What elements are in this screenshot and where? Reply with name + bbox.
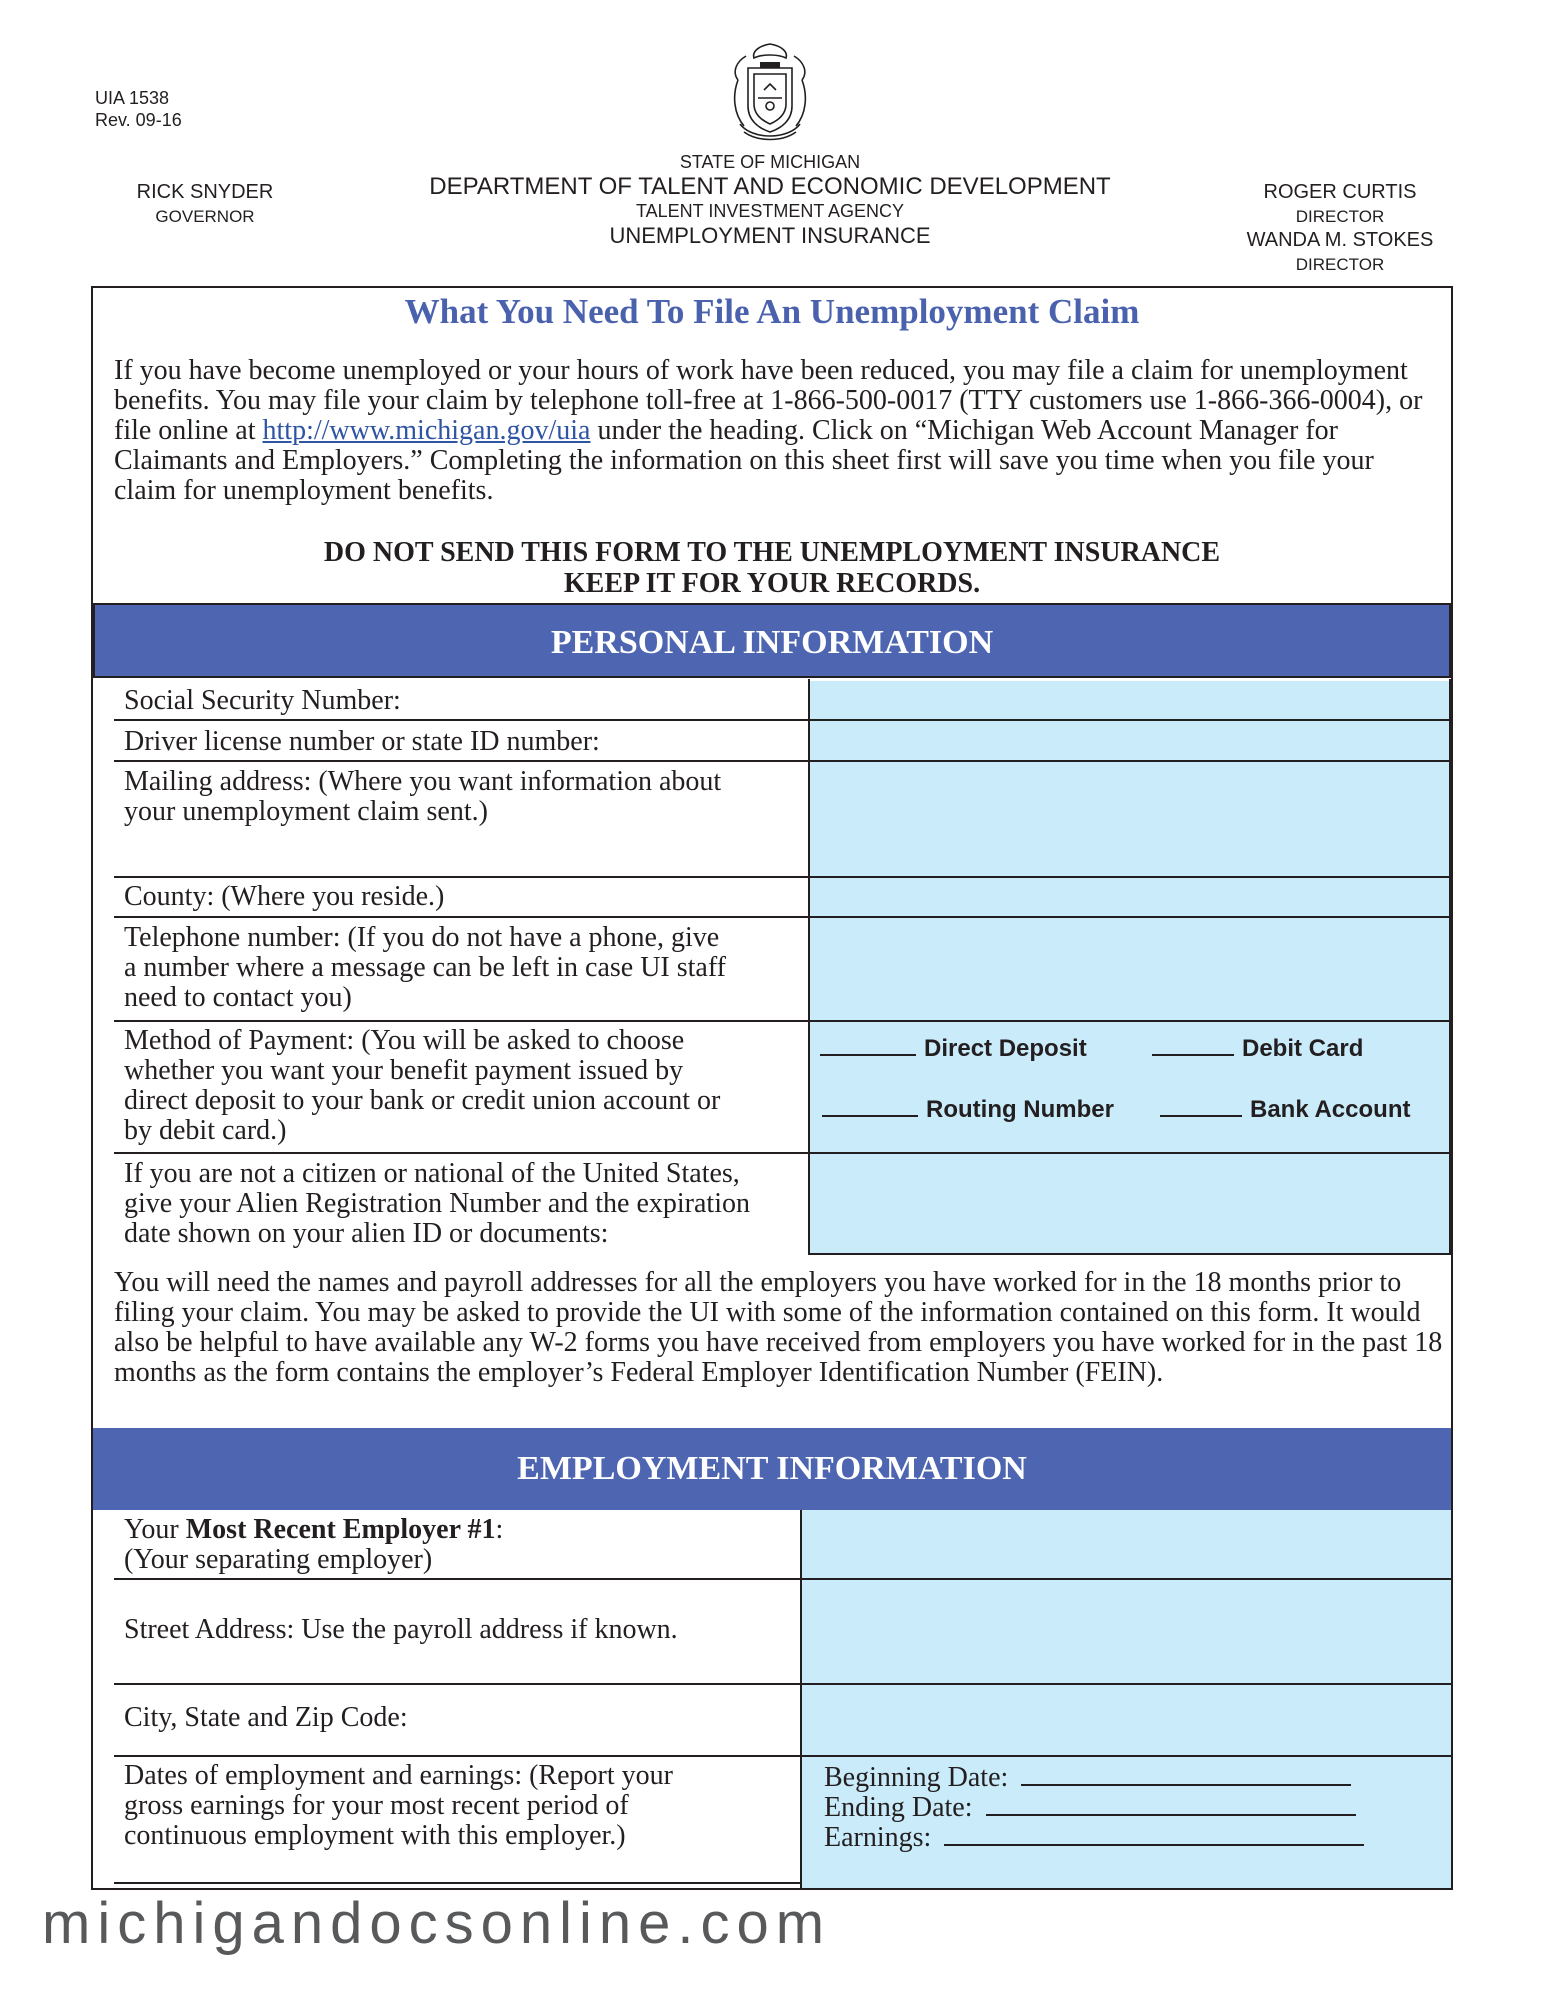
- governor-name: RICK SNYDER: [136, 181, 274, 203]
- governor-title: GOVERNOR: [155, 207, 255, 226]
- ssn-label: Social Security Number:: [124, 685, 401, 716]
- personal-column-divider: [808, 679, 810, 1255]
- bank-account-option[interactable]: Bank Account: [1160, 1096, 1410, 1124]
- division-name: UNEMPLOYMENT INSURANCE: [609, 223, 931, 248]
- employment-column-divider: [800, 1510, 802, 1888]
- employment-dates-fields: [824, 1763, 1424, 1853]
- personal-information-heading: PERSONAL INFORMATION: [93, 603, 1451, 678]
- earnings-blank[interactable]: [944, 1842, 1364, 1846]
- telephone-field[interactable]: [810, 918, 1451, 1020]
- debit-card-option[interactable]: Debit Card: [1152, 1035, 1363, 1063]
- row-divider: [114, 1020, 1451, 1022]
- warning-line-1: DO NOT SEND THIS FORM TO THE UNEMPLOYMENT INSURANCE: [323, 537, 1221, 568]
- employer-note: (Your separating employer): [124, 1544, 433, 1575]
- city-state-zip-field[interactable]: [802, 1685, 1449, 1755]
- street-address-field[interactable]: [802, 1580, 1449, 1681]
- debit-card-blank[interactable]: [1152, 1052, 1234, 1056]
- row-divider: [114, 1755, 1451, 1757]
- intro-text-1: If you have become unemployed or your hours of work have been reduced, you may file a claim for unemployment benefits. You may file your claim by telephone toll-free at 1-866-500-0017 (TTY customers use 1-866-366-0004), or file online at: [114, 355, 1423, 446]
- uia-website-link[interactable]: http://www.michigan.gov/uia: [262, 415, 591, 446]
- agency-header: [380, 151, 1160, 249]
- warning-line-2: KEEP IT FOR YOUR RECORDS.: [563, 568, 981, 599]
- michigan-state-seal-icon: [724, 40, 816, 146]
- governor-block: [110, 180, 300, 228]
- form-revision: Rev. 09-16: [95, 110, 182, 130]
- director-name-1: ROGER CURTIS: [1263, 181, 1417, 203]
- directors-block: [1215, 180, 1465, 276]
- row-divider: [114, 1578, 1451, 1580]
- personal-right-border: [1449, 679, 1451, 1255]
- beginning-date-blank[interactable]: [1021, 1782, 1351, 1786]
- row-divider: [114, 1152, 1451, 1154]
- routing-number-option[interactable]: Routing Number: [822, 1096, 1114, 1124]
- telephone-label: Telephone number: (If you do not have a phone, give a number where a message can be left in case UI staff need to contact you): [124, 922, 726, 1013]
- row-divider: [114, 876, 1451, 878]
- ssn-field[interactable]: [810, 681, 1451, 719]
- mailing-address-label: Mailing address: (Where you want information about your unemployment claim sent.): [124, 766, 722, 827]
- director-title-2: DIRECTOR: [1295, 255, 1385, 274]
- intro-text-2: under the heading. Click on “Michigan Web Account Manager for Claimants and Employers.” Completing the information on this sheet first will save you time when you file your claim for unemployment benefits.: [114, 415, 1374, 506]
- earnings-row: Earnings:: [824, 1823, 1424, 1853]
- website-watermark: michigandocsonline.com: [42, 1891, 832, 1956]
- county-label: County: (Where you reside.): [124, 881, 445, 912]
- city-state-zip-label: City, State and Zip Code:: [124, 1702, 408, 1733]
- ending-date-blank[interactable]: [986, 1812, 1356, 1816]
- payment-method-label: Method of Payment: (You will be asked to choose whether you want your benefit payment issued by direct deposit to your bank or credit union account or by debit card.): [124, 1025, 721, 1146]
- row-divider: [114, 916, 1451, 918]
- street-address-label: Street Address: Use the payroll address if known.: [124, 1614, 678, 1645]
- form-identifier: [95, 87, 182, 131]
- row-divider: [114, 719, 1451, 721]
- employer-label: Your Most Recent Employer #1: (Your separating employer): [124, 1514, 504, 1575]
- routing-number-blank[interactable]: [822, 1113, 918, 1117]
- license-field[interactable]: [810, 721, 1451, 760]
- alien-registration-field[interactable]: [810, 1154, 1451, 1253]
- direct-deposit-blank[interactable]: [820, 1052, 916, 1056]
- direct-deposit-option[interactable]: Direct Deposit: [820, 1035, 1087, 1063]
- warning-notice: [93, 537, 1451, 599]
- employers-instructions: You will need the names and payroll addresses for all the employers you have worked for in the 18 months prior to filing your claim. You may be asked to provide the UI with some of the information contained on this form. It would also be helpful to have available any W-2 forms you have received from employers you have worked for in the past 18 months as the form contains the employer’s Federal Employer Identification Number (FEIN).: [114, 1267, 1443, 1388]
- form-number: UIA 1538: [95, 88, 170, 108]
- alien-registration-label: If you are not a citizen or national of the United States, give your Alien Registration Number and the expiration date shown on your alien ID or documents:: [124, 1158, 750, 1249]
- bank-account-blank[interactable]: [1160, 1113, 1242, 1117]
- intro-paragraph: [114, 356, 1434, 506]
- employment-information-heading: EMPLOYMENT INFORMATION: [93, 1428, 1451, 1510]
- row-divider: [114, 1882, 800, 1884]
- ending-date-row: Ending Date:: [824, 1793, 1424, 1823]
- beginning-date-row: Beginning Date:: [824, 1763, 1424, 1793]
- row-divider: [114, 760, 1451, 762]
- row-divider: [114, 1683, 1451, 1685]
- page-title: What You Need To File An Unemployment Claim: [404, 292, 1140, 331]
- county-field[interactable]: [810, 878, 1451, 916]
- agency-name: TALENT INVESTMENT AGENCY: [635, 201, 905, 221]
- row-divider: [808, 1253, 1451, 1255]
- department-name: DEPARTMENT OF TALENT AND ECONOMIC DEVELOPMENT: [429, 173, 1111, 200]
- director-name-2: WANDA M. STOKES: [1246, 229, 1434, 251]
- employer-name-field[interactable]: [802, 1510, 1449, 1576]
- mailing-address-field[interactable]: [810, 762, 1451, 876]
- license-label: Driver license number or state ID number:: [124, 726, 600, 757]
- employment-dates-label: Dates of employment and earnings: (Report your gross earnings for your most recent period of continuous employment with this employer.): [124, 1760, 673, 1851]
- state-name: STATE OF MICHIGAN: [679, 152, 861, 172]
- director-title-1: DIRECTOR: [1295, 207, 1385, 226]
